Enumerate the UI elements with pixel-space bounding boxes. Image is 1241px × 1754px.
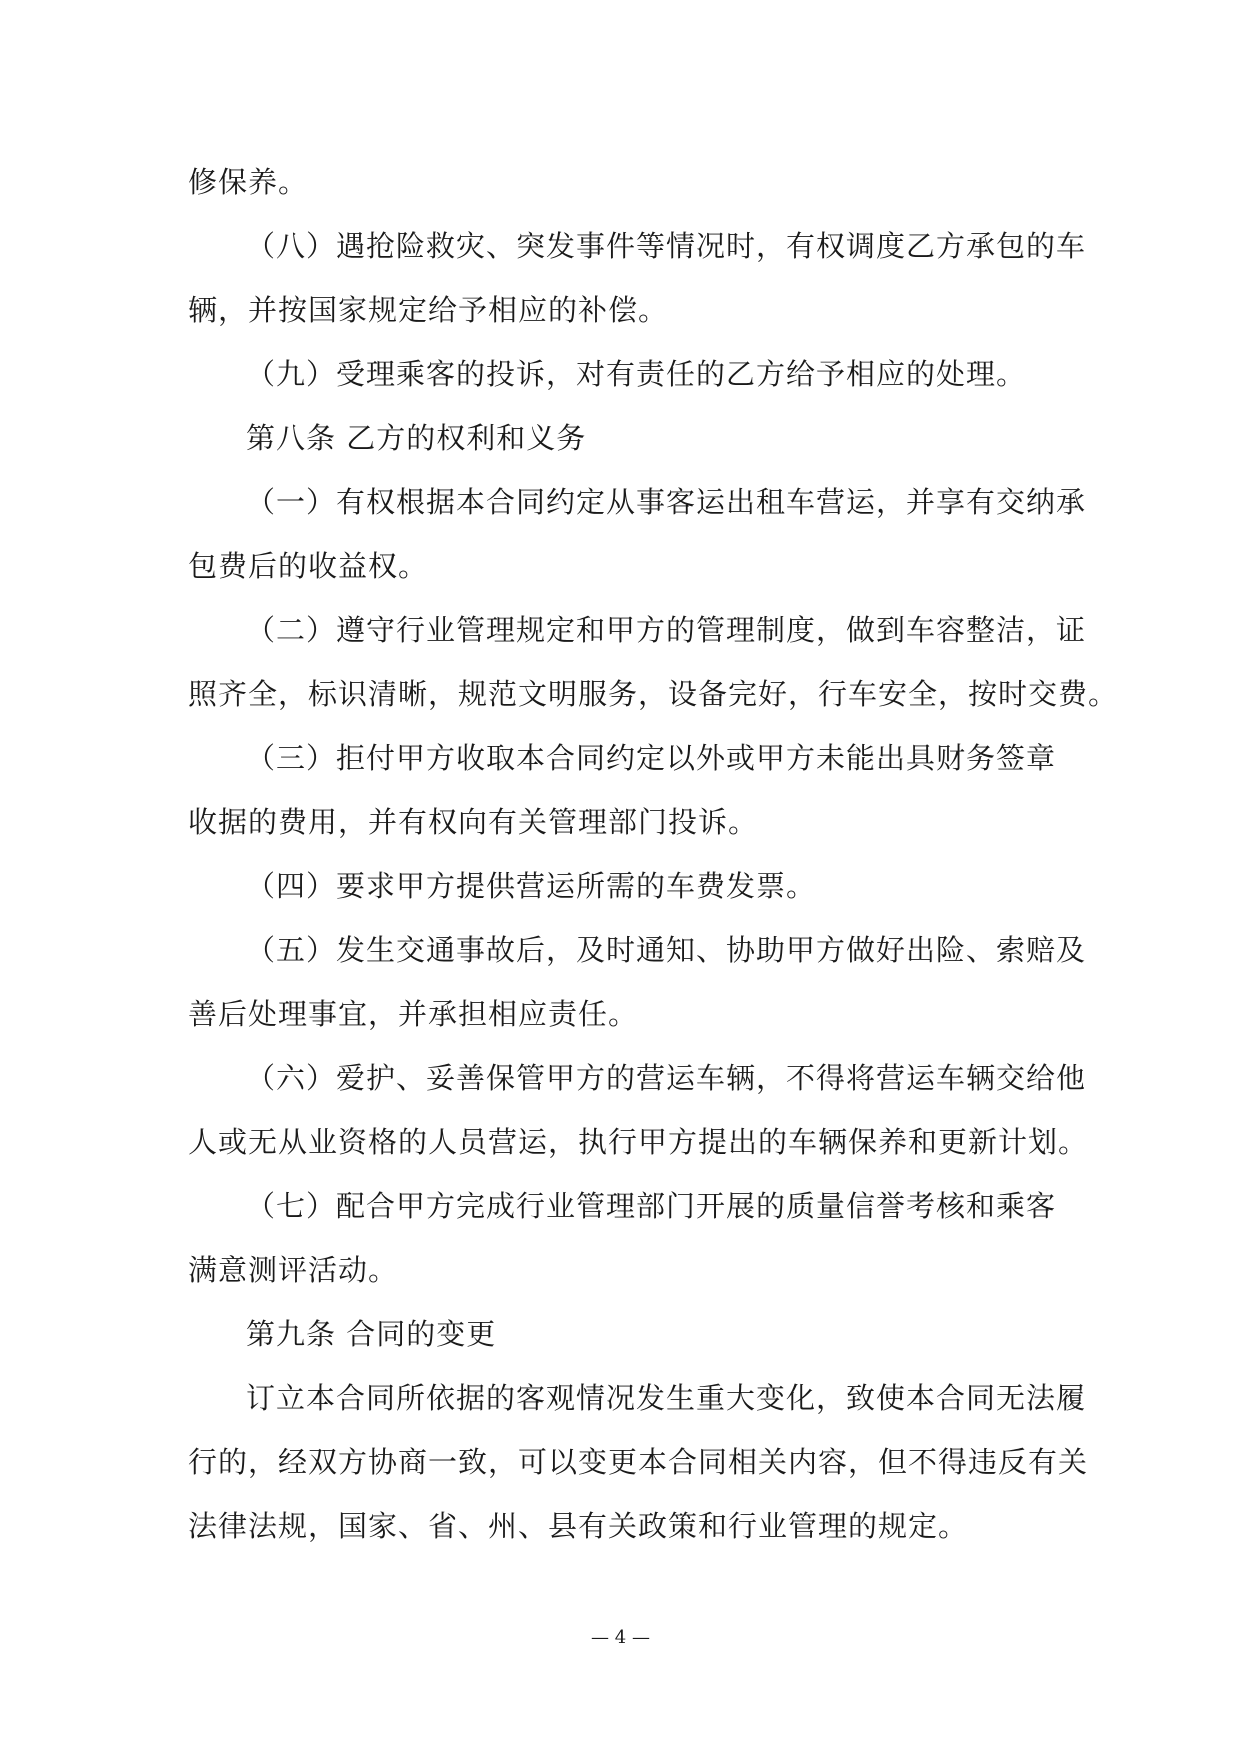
text-line: （六）爱护、妥善保管甲方的营运车辆，不得将营运车辆交给他 xyxy=(246,1061,1087,1095)
text-line: （九）受理乘客的投诉，对有责任的乙方给予相应的处理。 xyxy=(246,357,1027,391)
text-line: （一）有权根据本合同约定从事客运出租车营运，并享有交纳承 xyxy=(246,485,1087,519)
text-line: 修保养。 xyxy=(188,165,309,199)
text-line: 订立本合同所依据的客观情况发生重大变化，致使本合同无法履 xyxy=(246,1381,1087,1415)
text-line: （七）配合甲方完成行业管理部门开展的质量信誉考核和乘客 xyxy=(246,1189,1057,1223)
text-line: 行的，经双方协商一致，可以变更本合同相关内容，但不得违反有关 xyxy=(188,1445,1089,1479)
text-line: （五）发生交通事故后，及时通知、协助甲方做好出险、索赔及 xyxy=(246,933,1087,967)
document-body xyxy=(188,150,1119,1558)
text-line: 善后处理事宜，并承担相应责任。 xyxy=(188,997,639,1031)
text-line: （四）要求甲方提供营运所需的车费发票。 xyxy=(246,869,817,903)
text-line: 收据的费用，并有权向有关管理部门投诉。 xyxy=(188,805,759,839)
text-line: 第九条 合同的变更 xyxy=(246,1317,497,1351)
text-line: （二）遵守行业管理规定和甲方的管理制度，做到车容整洁，证 xyxy=(246,613,1087,647)
text-line: 照齐全，标识清晰，规范文明服务，设备完好，行车安全，按时交费。 xyxy=(188,677,1119,711)
text-line: （八）遇抢险救灾、突发事件等情况时，有权调度乙方承包的车 xyxy=(246,229,1087,263)
text-line: 第八条 乙方的权利和义务 xyxy=(246,421,587,455)
text-line: 人或无从业资格的人员营运，执行甲方提出的车辆保养和更新计划。 xyxy=(188,1125,1089,1159)
page-number: — 4 — xyxy=(591,1627,650,1648)
text-line: 满意测评活动。 xyxy=(188,1253,399,1287)
text-line: （三）拒付甲方收取本合同约定以外或甲方未能出具财务签章 xyxy=(246,741,1057,775)
text-line: 法律法规，国家、省、州、县有关政策和行业管理的规定。 xyxy=(188,1509,969,1543)
text-line: 包费后的收益权。 xyxy=(188,549,429,583)
text-line: 辆，并按国家规定给予相应的补偿。 xyxy=(188,293,669,327)
